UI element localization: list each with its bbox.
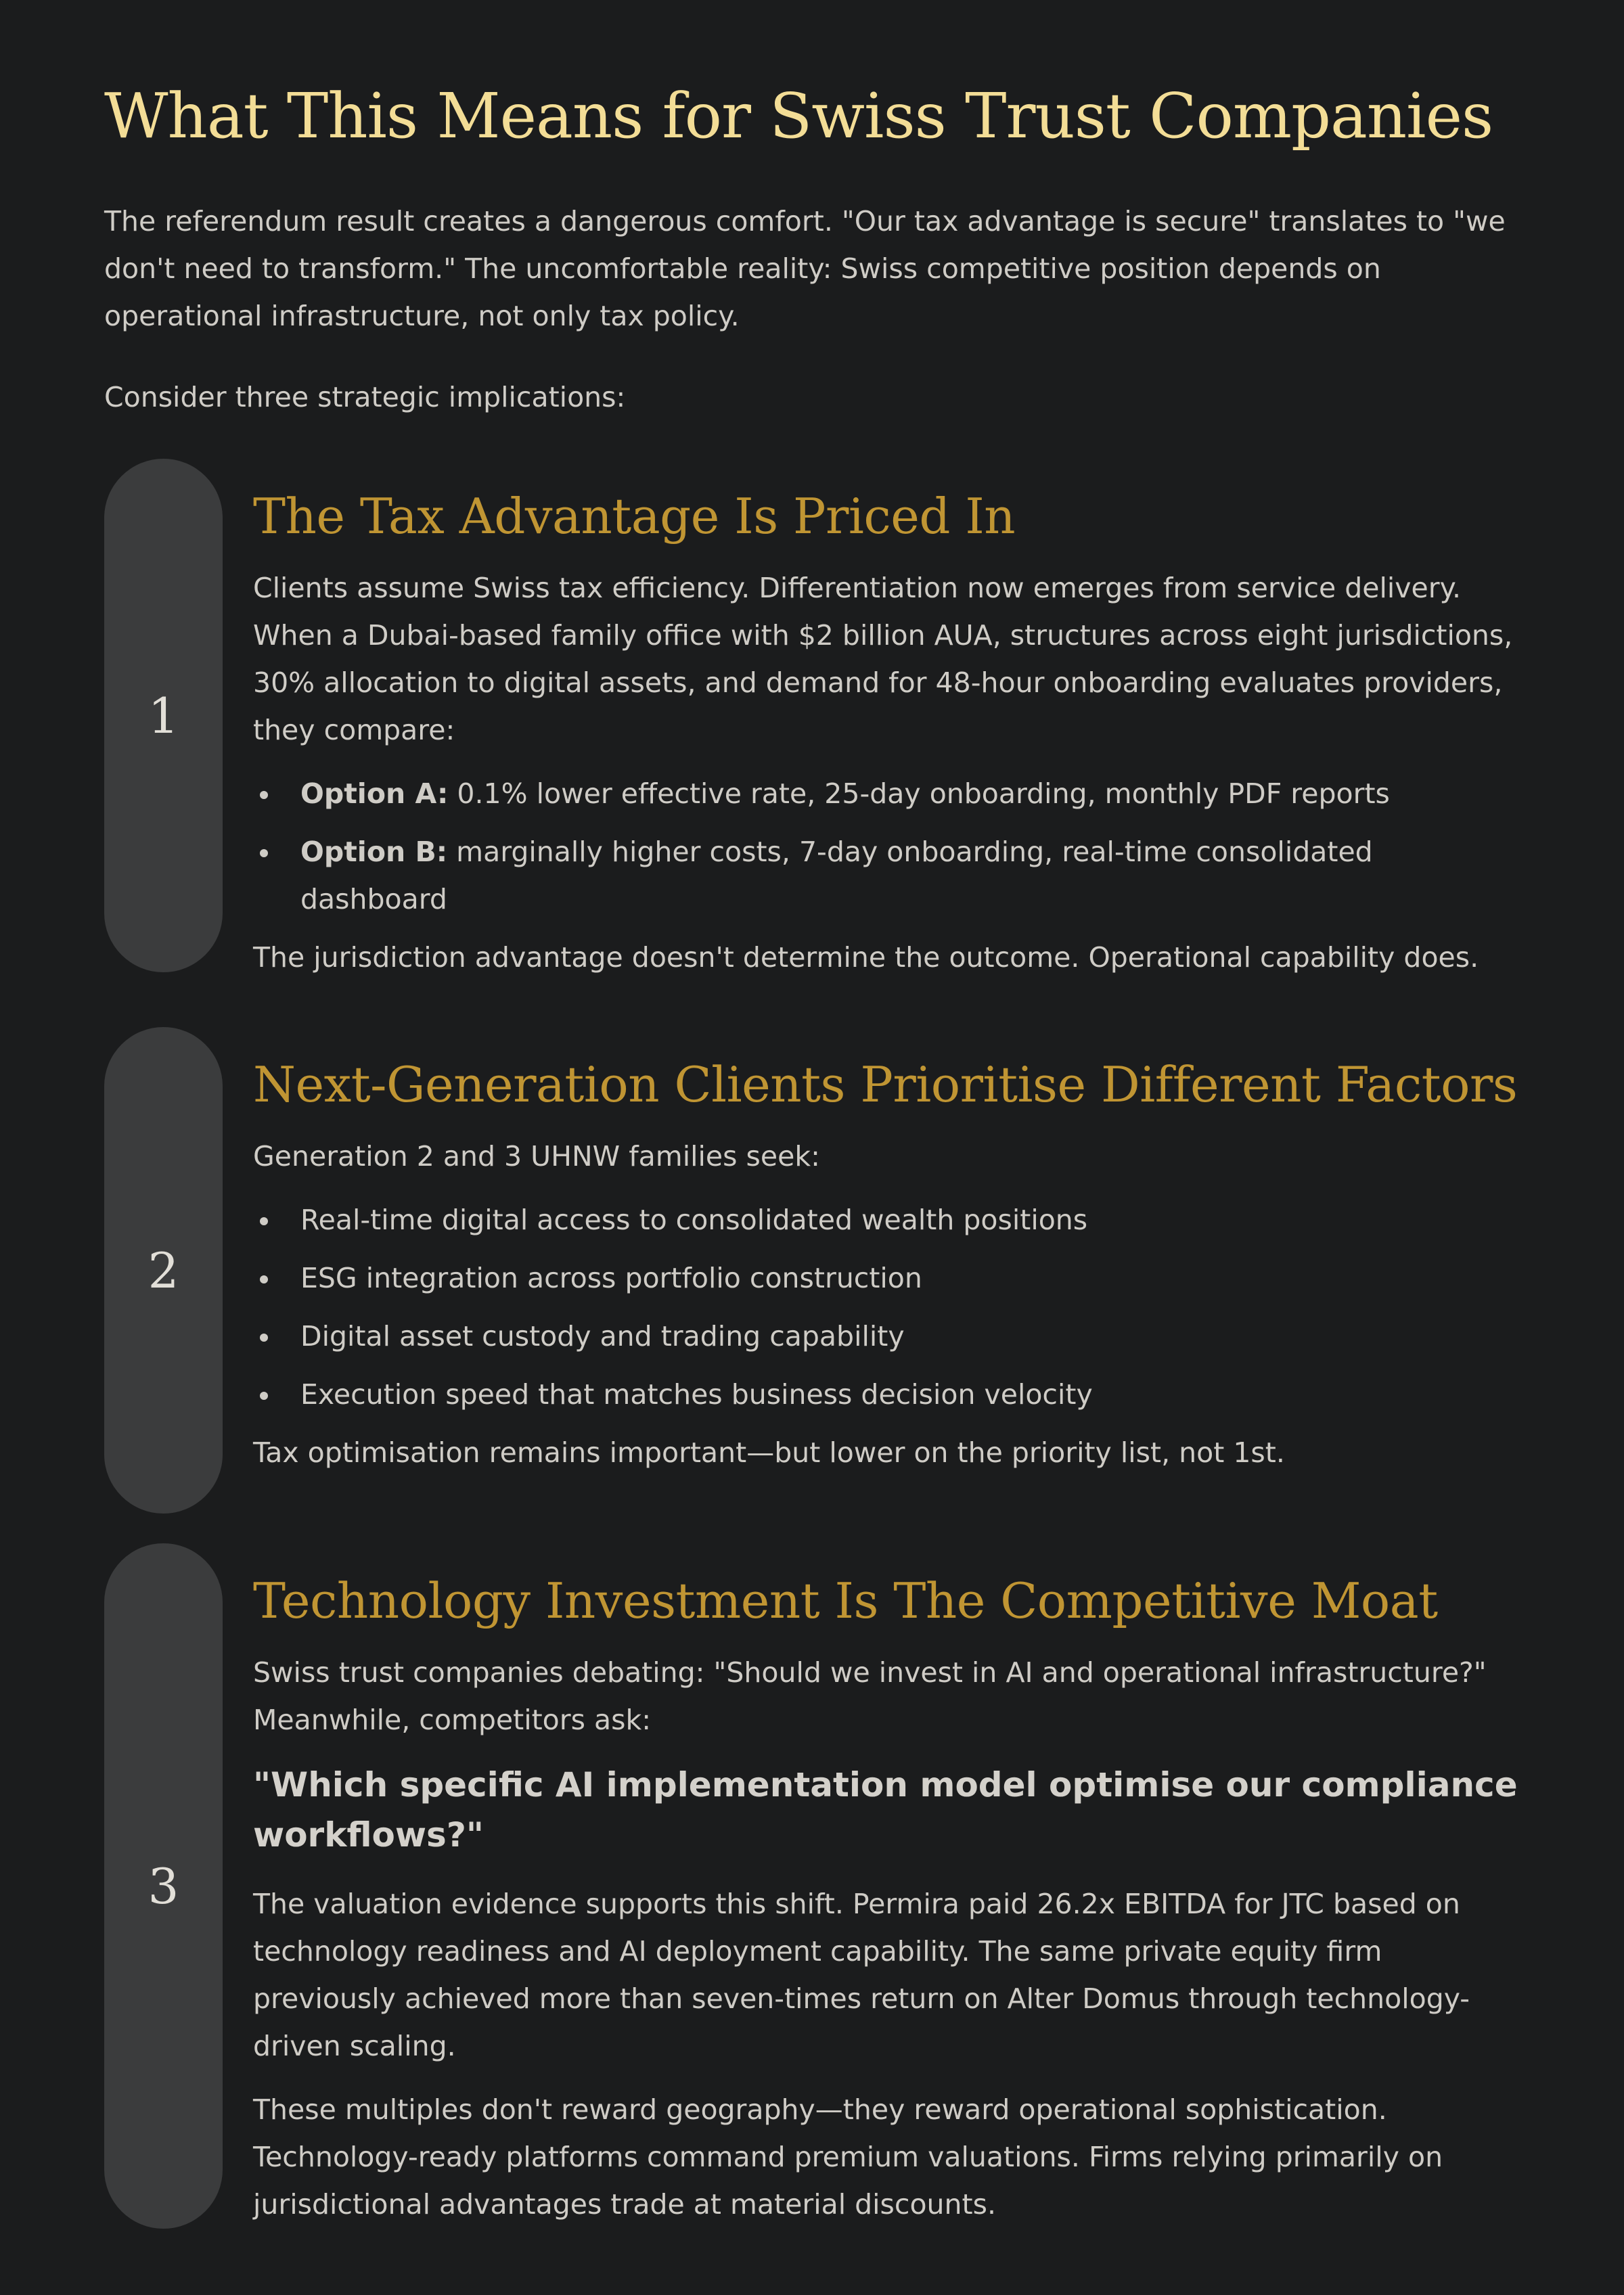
section-content [223,1543,1520,2244]
bullet-icon [260,1334,268,1342]
factors-list [253,1196,1520,1418]
option-text: 0.1% lower effective rate, 25-day onboarding, monthly PDF reports [448,777,1390,810]
implication-section-2 [104,1027,1520,1514]
list-item [253,1254,1520,1302]
section-heading: The Tax Advantage Is Priced In [253,488,1016,545]
option-text: marginally higher costs, 7-day onboarding, real-time consolidated dashboard [300,836,1373,915]
bullet-icon [260,1217,268,1225]
pull-quote: "Which specific AI implementation model optimise our compliance workflows?" [253,1765,1518,1855]
section-number: 3 [148,1857,179,1915]
section-paragraph-multiples: These multiples don't reward geography—they reward operational sophistication. Technology-ready platforms command premium valuations. Firms relying primarily on jurisdictional advantages trade at material discounts. [253,2093,1443,2221]
option-label: Option A: [300,777,449,810]
list-item [253,1371,1520,1418]
list-item-text: Real-time digital access to consolidated wealth positions [300,1204,1088,1236]
list-item [253,1196,1520,1244]
section-number-badge [104,1543,223,2229]
options-list [253,770,1520,923]
list-item-text: ESG integration across portfolio construction [300,1262,922,1294]
list-item [253,828,1520,923]
list-item [253,770,1520,817]
section-paragraph: Swiss trust companies debating: "Should we invest in AI and operational infrastructure?" Meanwhile, competitors ask: [253,1656,1487,1736]
section-paragraph: Generation 2 and 3 UHNW families seek: [253,1140,820,1173]
page-title: What This Means for Swiss Trust Companies [104,80,1493,152]
bullet-icon [260,849,268,857]
list-item-text: Execution speed that matches business decision velocity [300,1378,1093,1411]
option-label: Option B: [300,836,448,868]
section-paragraph: Clients assume Swiss tax efficiency. Differentiation now emerges from service delivery. When a Dubai-based family office with $2 billion AUA, structures across eight jurisdictions, 30% allocation to digital assets, and demand for 48-hour onboarding evaluates providers, they compare: [253,572,1513,746]
section-closing: Tax optimisation remains important—but lower on the priority list, not 1st. [253,1436,1285,1469]
section-number: 1 [148,687,179,744]
list-item-text: Digital asset custody and trading capability [300,1320,905,1353]
consider-paragraph: Consider three strategic implications: [104,381,626,413]
bullet-icon [260,791,268,799]
implication-section-3 [104,1543,1520,2244]
bullet-icon [260,1392,268,1400]
list-item [253,1313,1520,1360]
implication-section-1 [104,459,1520,997]
section-heading: Technology Investment Is The Competitive Moat [253,1572,1438,1629]
section-closing: The jurisdiction advantage doesn't determine the outcome. Operational capability does. [253,941,1479,974]
section-number-badge [104,1027,223,1514]
section-number: 2 [148,1242,179,1299]
section-heading: Next-Generation Clients Prioritise Different Factors [253,1056,1518,1113]
section-content [223,459,1520,997]
bullet-icon [260,1275,268,1283]
section-number-badge [104,459,223,972]
section-content [223,1027,1520,1514]
intro-paragraph: The referendum result creates a dangerous comfort. "Our tax advantage is secure" translates to "we don't need to transform." The uncomfortable reality: Swiss competitive position depends on operational infrastructure, not only tax policy. [104,205,1506,332]
section-paragraph-valuation: The valuation evidence supports this shift. Permira paid 26.2x EBITDA for JTC based on technology readiness and AI deployment capability. The same private equity firm previously achieved more than seven-times return on Alter Domus through technology-driven scaling. [253,1888,1470,2062]
